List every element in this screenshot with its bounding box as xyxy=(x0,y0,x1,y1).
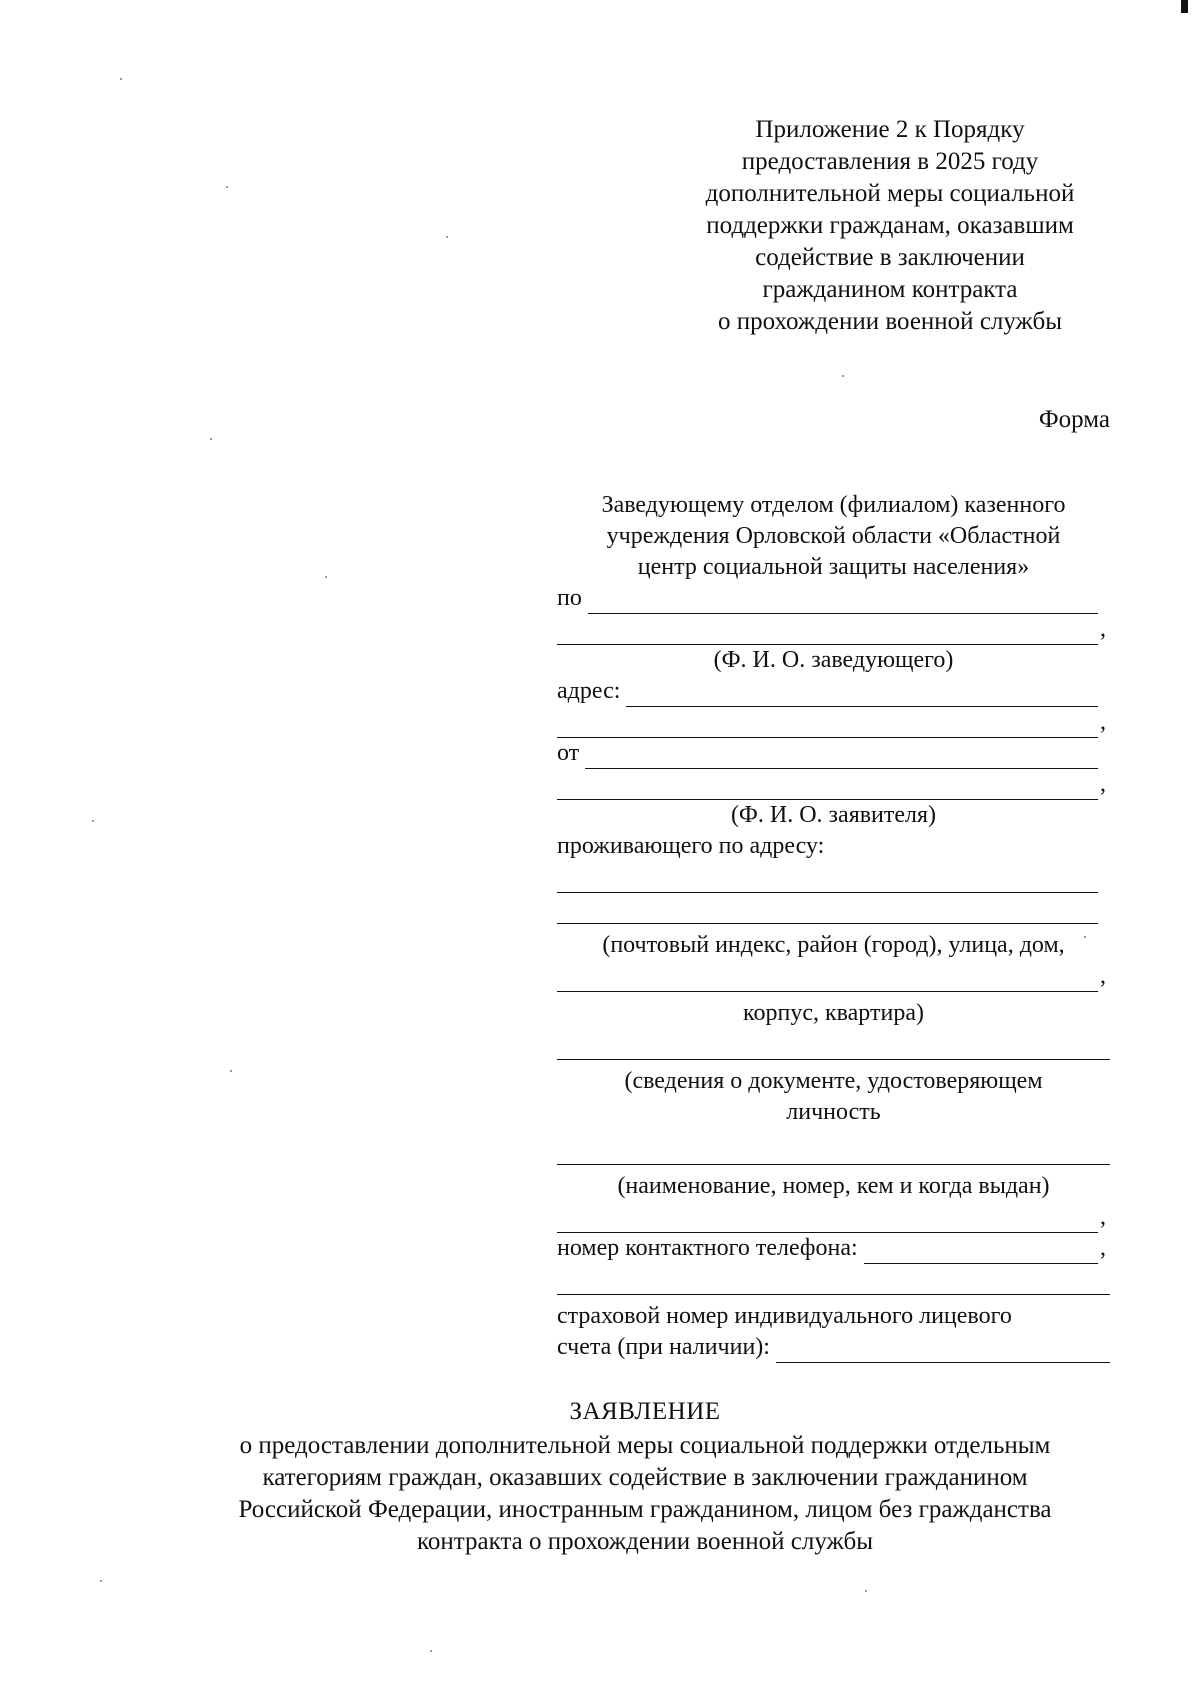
statement-block xyxy=(160,1396,1130,1558)
appendix-line: предоставления в 2025 году xyxy=(741,148,1039,175)
address-row-2 xyxy=(557,707,1110,738)
scan-speck xyxy=(92,820,94,822)
issued-row xyxy=(557,1134,1110,1165)
head-name-row xyxy=(557,583,1110,614)
living-label: проживающего по адресу: xyxy=(557,833,825,859)
snils-label-2: счета (при наличии): xyxy=(557,1334,770,1360)
comma: , xyxy=(1100,616,1106,642)
statement-title: ЗАЯВЛЕНИЕ xyxy=(569,1398,721,1425)
statement-line: контракта о прохождении военной службы xyxy=(416,1528,873,1555)
head-name-field[interactable] xyxy=(588,589,1098,614)
building-hint: корпус, квартира) xyxy=(743,1000,924,1026)
address-label: адрес: xyxy=(557,678,621,704)
identity-issued-field-2[interactable] xyxy=(557,1208,1098,1233)
living-address-field[interactable] xyxy=(557,868,1098,893)
scan-speck xyxy=(865,1590,867,1592)
snils-label: страховой номер индивидуального лицевого xyxy=(557,1303,1012,1329)
scan-speck xyxy=(842,375,844,377)
fio-applicant-hint: (Ф. И. О. заявителя) xyxy=(730,802,937,828)
comma: , xyxy=(1100,771,1106,797)
addressee-header-line: Заведующему отделом (филиалом) казенного xyxy=(601,492,1066,518)
identity-hint-2: личность xyxy=(786,1099,881,1125)
scan-corner-mark xyxy=(1181,0,1188,13)
scan-speck xyxy=(210,438,212,440)
applicant-name-field-2[interactable] xyxy=(557,775,1098,800)
address-row xyxy=(557,676,1110,707)
address-field[interactable] xyxy=(626,682,1098,707)
statement-line: категориям граждан, оказавших содействие в заключении гражданином xyxy=(262,1464,1028,1491)
appendix-line: поддержки гражданам, оказавшим xyxy=(706,212,1074,239)
scan-speck xyxy=(446,236,448,238)
addressee-header-line: центр социальной защиты населения» xyxy=(637,554,1030,580)
identity-row xyxy=(557,1029,1110,1060)
extra-row xyxy=(557,1264,1110,1295)
living-address-field-3[interactable] xyxy=(557,967,1098,992)
comma: , xyxy=(1100,709,1106,735)
appendix-line: дополнительной меры социальной xyxy=(705,180,1075,207)
extra-field[interactable] xyxy=(557,1270,1110,1295)
identity-issued-field[interactable] xyxy=(557,1140,1110,1165)
head-name-row-2 xyxy=(557,614,1110,645)
addressee-header-line: учреждения Орловской области «Областной xyxy=(606,523,1061,549)
comma: , xyxy=(1100,1235,1106,1261)
from-label: от xyxy=(557,740,580,766)
snils-field[interactable] xyxy=(776,1338,1110,1363)
scan-speck xyxy=(120,78,122,80)
living-address-row-2 xyxy=(557,893,1110,924)
appendix-line: Приложение 2 к Порядку xyxy=(755,116,1025,143)
scan-speck xyxy=(430,1650,432,1652)
statement-line: Российской Федерации, иностранным гражданином, лицом без гражданства xyxy=(238,1496,1052,1523)
issued-row-2 xyxy=(557,1202,1110,1233)
living-address-field-2[interactable] xyxy=(557,899,1098,924)
scan-speck xyxy=(230,1070,232,1072)
fio-head-hint: (Ф. И. О. заведующего) xyxy=(713,647,954,673)
phone-field[interactable] xyxy=(864,1239,1098,1264)
appendix-line: гражданином контракта xyxy=(762,276,1018,303)
identity-hint: (сведения о документе, удостоверяющем xyxy=(624,1068,1043,1094)
appendix-line: содействие в заключении xyxy=(755,244,1025,271)
address-field-2[interactable] xyxy=(557,713,1098,738)
living-address-row xyxy=(557,862,1110,893)
appendix-line: о прохождении военной службы xyxy=(717,308,1063,335)
statement-line: о предоставлении дополнительной меры социальной поддержки отдельным xyxy=(239,1432,1051,1459)
scan-speck xyxy=(226,186,228,188)
phone-row xyxy=(557,1233,1110,1264)
postal-hint: (почтовый индекс, район (город), улица, дом, xyxy=(602,932,1065,958)
scan-speck xyxy=(100,1580,102,1582)
addressee-block xyxy=(557,490,1110,1363)
identity-document-field[interactable] xyxy=(557,1035,1110,1060)
phone-label: номер контактного телефона: xyxy=(557,1235,858,1261)
form-label: Форма xyxy=(1038,406,1110,433)
comma: , xyxy=(1100,1204,1106,1230)
comma: , xyxy=(1100,963,1106,989)
appendix-header xyxy=(660,114,1120,338)
applicant-name-field[interactable] xyxy=(585,744,1098,769)
scan-speck xyxy=(325,576,327,578)
applicant-row xyxy=(557,738,1110,769)
living-address-row-3 xyxy=(557,961,1110,992)
applicant-row-2 xyxy=(557,769,1110,800)
snils-row xyxy=(557,1332,1110,1363)
head-name-field-2[interactable] xyxy=(557,620,1098,645)
issued-hint: (наименование, номер, кем и когда выдан) xyxy=(617,1173,1050,1199)
po-label: по xyxy=(557,585,582,611)
